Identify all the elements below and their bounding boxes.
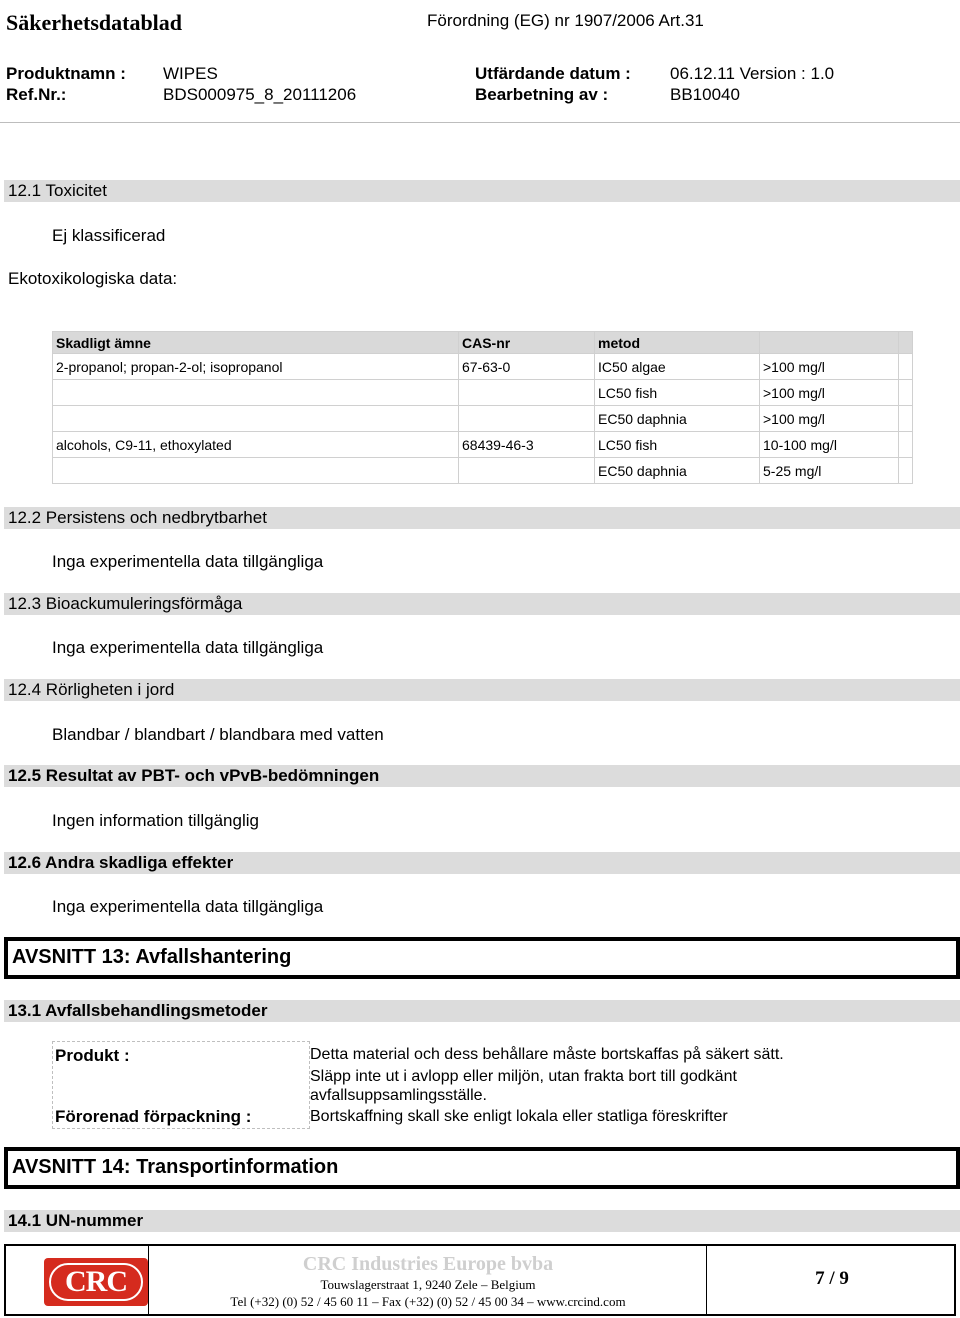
ref-number-value: BDS000975_8_20111206: [163, 85, 357, 104]
section-title-12-6: 12.6 Andra skadliga effekter: [8, 853, 234, 872]
table-header-row: [53, 332, 913, 354]
toxicity-classification: Ej klassificerad: [52, 226, 166, 245]
table-row: [53, 406, 913, 432]
col-header-spacer: [899, 332, 913, 354]
footer-address: Touwslagerstraat 1, 9240 Zele – Belgium: [320, 1277, 536, 1292]
section-title-12-4: 12.4 Rörligheten i jord: [8, 680, 175, 699]
section-14-title: AVSNITT 14: Transportinformation: [12, 1156, 339, 1178]
regulation-reference: Förordning (EG) nr 1907/2006 Art.31: [427, 11, 704, 30]
col-header-cas: CAS-nr: [459, 332, 595, 354]
cell-substance: [53, 458, 459, 484]
footer-divider-right: [706, 1246, 707, 1314]
col-header-method: metod: [595, 332, 760, 354]
waste-product-line-1: Detta material och dess behållare måste bortskaffas på säkert sätt.: [310, 1046, 784, 1063]
edited-by-label: Bearbetning av :: [475, 85, 609, 104]
section-text-12-3: Inga experimentella data tillgängliga: [52, 638, 324, 657]
ecotox-table: [52, 331, 913, 484]
crc-logo-text: CRC: [65, 1265, 127, 1298]
cell-method: LC50 fish: [595, 432, 760, 458]
cell-cas: [459, 458, 595, 484]
cell-substance: [53, 380, 459, 406]
waste-product-line-2: Släpp inte ut i avlopp eller miljön, utan frakta bort till godkänt: [310, 1068, 737, 1085]
footer-divider-left: [148, 1246, 149, 1314]
cell-method: LC50 fish: [595, 380, 760, 406]
cell-method: EC50 daphnia: [595, 406, 760, 432]
cell-spacer: [899, 458, 913, 484]
waste-product-label: Produkt :: [55, 1046, 130, 1065]
cell-spacer: [899, 406, 913, 432]
cell-spacer: [899, 432, 913, 458]
cell-value: >100 mg/l: [760, 406, 899, 432]
edited-by-value: BB10040: [670, 85, 740, 104]
issue-date-value: 06.12.11 Version : 1.0: [670, 64, 835, 83]
section-13-title: AVSNITT 13: Avfallshantering: [12, 946, 292, 968]
crc-logo: [44, 1258, 148, 1306]
section-title-14-1: 14.1 UN-nummer: [8, 1211, 144, 1230]
page-number: 7 / 9: [815, 1268, 849, 1289]
crc-logo-oval: [49, 1263, 143, 1301]
waste-packaging-label: Förorenad förpackning :: [55, 1107, 252, 1126]
cell-spacer: [899, 380, 913, 406]
table-row: [53, 380, 913, 406]
ref-number-label: Ref.Nr.:: [6, 85, 67, 104]
section-text-12-6: Inga experimentella data tillgängliga: [52, 897, 324, 916]
waste-packaging-text: Bortskaffning skall ske enligt lokala eller statliga föreskrifter: [310, 1108, 728, 1125]
section-title-13-1: 13.1 Avfallsbehandlingsmetoder: [8, 1001, 268, 1020]
section-text-12-4: Blandbar / blandbart / blandbara med vatten: [52, 725, 384, 744]
section-text-12-2: Inga experimentella data tillgängliga: [52, 552, 324, 571]
footer-company-name: CRC Industries Europe bvba: [302, 1253, 554, 1275]
cell-value: 10-100 mg/l: [760, 432, 899, 458]
cell-substance: alcohols, C9-11, ethoxylated: [53, 432, 459, 458]
table-row: [53, 458, 913, 484]
section-title-12-2: 12.2 Persistens och nedbrytbarhet: [8, 508, 267, 527]
product-name-label: Produktnamn :: [6, 64, 126, 83]
cell-value: >100 mg/l: [760, 380, 899, 406]
issue-date-label: Utfärdande datum :: [475, 64, 631, 83]
document-title: Säkerhetsdatablad: [6, 10, 183, 35]
col-header-substance: Skadligt ämne: [53, 332, 459, 354]
cell-spacer: [899, 354, 913, 380]
section-bar-12-1: [4, 180, 960, 202]
section-title-12-1: 12.1 Toxicitet: [8, 181, 107, 200]
footer-contact: Tel (+32) (0) 52 / 45 60 11 – Fax (+32) (0) 52 / 45 00 34 – www.crcind.com: [230, 1294, 626, 1309]
cell-value: >100 mg/l: [760, 354, 899, 380]
table-row: [53, 432, 913, 458]
cell-substance: [53, 406, 459, 432]
cell-cas: [459, 406, 595, 432]
section-bar-14-1: [4, 1210, 960, 1232]
ecotox-label: Ekotoxikologiska data:: [8, 269, 178, 288]
col-header-value: [760, 332, 899, 354]
waste-product-line-3: avfallsuppsamlingsställe.: [310, 1087, 487, 1104]
cell-value: 5-25 mg/l: [760, 458, 899, 484]
table-row: [53, 354, 913, 380]
cell-cas: [459, 380, 595, 406]
cell-method: EC50 daphnia: [595, 458, 760, 484]
section-text-12-5: Ingen information tillgänglig: [52, 811, 259, 830]
section-title-12-3: 12.3 Bioackumuleringsförmåga: [8, 594, 243, 613]
cell-cas: 68439-46-3: [459, 432, 595, 458]
product-name-value: WIPES: [163, 64, 218, 83]
cell-cas: 67-63-0: [459, 354, 595, 380]
cell-substance: 2-propanol; propan-2-ol; isopropanol: [53, 354, 459, 380]
section-title-12-5: 12.5 Resultat av PBT- och vPvB-bedömningen: [8, 766, 380, 785]
cell-method: IC50 algae: [595, 354, 760, 380]
header-divider: [0, 122, 960, 123]
